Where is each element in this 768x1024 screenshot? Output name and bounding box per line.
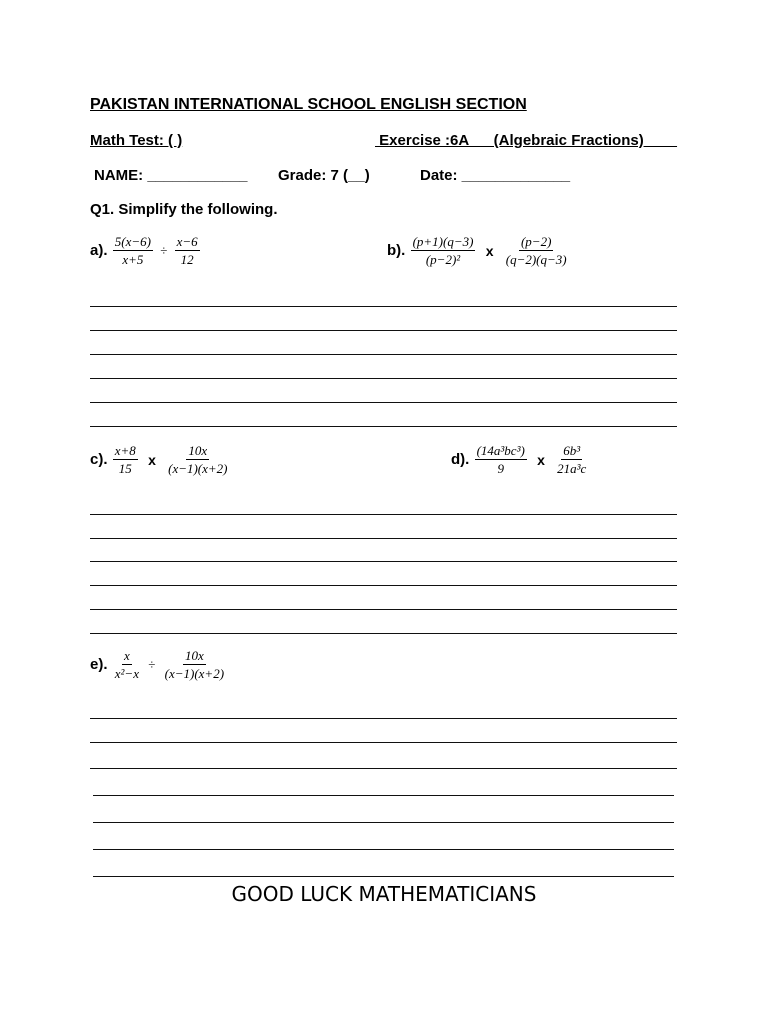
- problem-c-f2-denominator: (x−1)(x+2): [168, 461, 228, 476]
- problem-d-label: d).: [451, 451, 470, 468]
- problem-a-f1-numerator: 5(x−6): [114, 234, 151, 249]
- answer-line[interactable]: [93, 876, 674, 877]
- problem-e-label: e).: [90, 656, 108, 673]
- problem-a-f2-numerator: x−6: [176, 234, 198, 249]
- answer-line[interactable]: [90, 561, 677, 562]
- problem-e-f1-numerator: x: [123, 648, 130, 663]
- footer-message: GOOD LUCK MATHEMATICIANS: [231, 882, 537, 906]
- answer-line[interactable]: [93, 849, 674, 850]
- answer-line[interactable]: [90, 718, 677, 719]
- problem-d: [451, 443, 590, 476]
- problem-a: [90, 234, 202, 267]
- answer-line[interactable]: [90, 585, 677, 586]
- problem-e-f2-denominator: (x−1)(x+2): [164, 666, 225, 681]
- math-test-label: Math Test: ( ): [90, 132, 183, 149]
- problem-b-f1-denominator: (p−2)²: [425, 252, 461, 267]
- problem-c-f2-numerator: 10x: [188, 443, 208, 458]
- problem-c-fraction-2: [166, 443, 229, 476]
- problem-e-f2-numerator: 10x: [184, 648, 204, 663]
- answer-line[interactable]: [90, 402, 677, 403]
- problem-b-label: b).: [387, 242, 406, 259]
- answer-line[interactable]: [90, 609, 677, 610]
- answer-line[interactable]: [90, 330, 677, 331]
- answer-line[interactable]: [90, 426, 677, 427]
- answer-line[interactable]: [90, 538, 677, 539]
- problem-e-operator: ÷: [148, 656, 156, 672]
- problem-b: [387, 234, 571, 267]
- problem-d-f2-numerator: 6b³: [563, 443, 581, 458]
- problem-c-f1-denominator: 15: [118, 461, 132, 476]
- problem-c-operator: x: [148, 451, 156, 468]
- school-title: PAKISTAN INTERNATIONAL SCHOOL ENGLISH SECTION: [90, 96, 527, 113]
- problem-c-label: c).: [90, 451, 108, 468]
- problem-b-fraction-1: [411, 234, 476, 267]
- answer-line[interactable]: [90, 633, 677, 634]
- problem-a-operator: ÷: [160, 242, 168, 258]
- problem-b-f2-numerator: (p−2): [520, 234, 552, 249]
- problem-d-f1-denominator: 9: [497, 461, 504, 476]
- exercise-label: Exercise :6A (Algebraic Fractions): [375, 132, 678, 149]
- problem-e-f1-denominator: x²−x: [114, 666, 139, 681]
- answer-line[interactable]: [90, 354, 677, 355]
- answer-line[interactable]: [90, 742, 677, 743]
- problem-e-fraction-1: [113, 648, 141, 681]
- problem-a-f1-denominator: x+5: [122, 252, 144, 267]
- problem-a-fraction-1: [113, 234, 153, 267]
- grade-field: Grade: 7 (__): [278, 167, 370, 184]
- date-field: Date: _____________: [420, 167, 571, 184]
- question-title: Q1. Simplify the following.: [90, 201, 278, 218]
- problem-d-operator: x: [537, 451, 545, 468]
- answer-line[interactable]: [90, 514, 677, 515]
- problem-d-f2-denominator: 21a³c: [557, 461, 587, 476]
- problem-b-fraction-2: [504, 234, 569, 267]
- problem-d-fraction-2: [555, 443, 588, 476]
- problem-b-f1-numerator: (p+1)(q−3): [412, 234, 474, 249]
- problem-a-label: a).: [90, 242, 108, 259]
- problem-d-f1-numerator: (14a³bc³): [476, 443, 525, 458]
- problem-c-f1-numerator: x+8: [114, 443, 136, 458]
- problem-b-operator: x: [485, 242, 494, 259]
- problem-c-fraction-1: [113, 443, 138, 476]
- answer-line[interactable]: [90, 378, 677, 379]
- problem-a-fraction-2: [175, 234, 200, 267]
- problem-c: [90, 443, 232, 476]
- answer-line[interactable]: [93, 795, 674, 796]
- problem-e-fraction-2: [163, 648, 226, 681]
- problem-b-f2-denominator: (q−2)(q−3): [505, 252, 567, 267]
- answer-line[interactable]: [90, 306, 677, 307]
- problem-e: [90, 648, 228, 681]
- answer-line[interactable]: [93, 822, 674, 823]
- problem-d-fraction-1: [475, 443, 527, 476]
- name-field: NAME: ____________: [94, 167, 248, 184]
- answer-line[interactable]: [90, 768, 677, 769]
- problem-a-f2-denominator: 12: [180, 252, 194, 267]
